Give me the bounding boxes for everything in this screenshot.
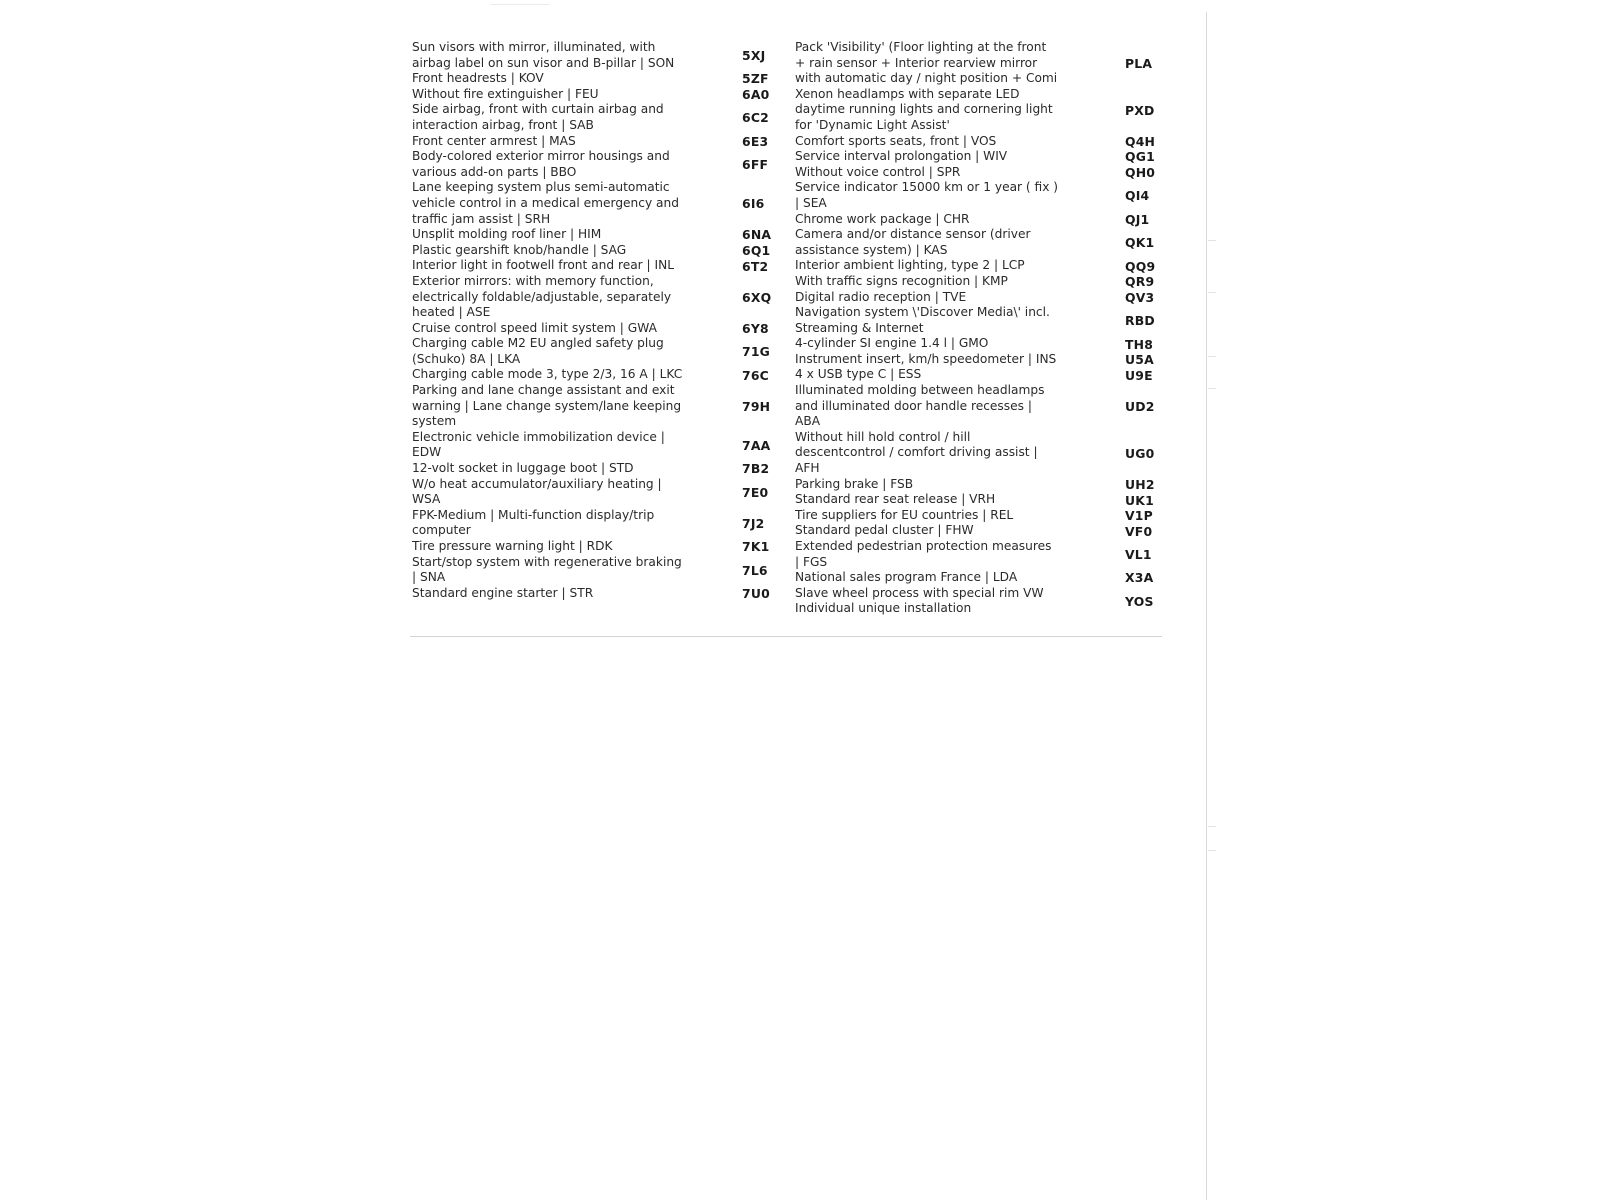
option-description: Camera and/or distance sensor (driver assistance system) | KAS [795,227,1031,257]
option-description: Without hill hold control / hill descentcontrol / comfort driving assist | AFH [795,429,1038,476]
option-code: 79H [742,398,771,414]
option-code: 7L6 [742,562,768,578]
option-row [795,40,1165,87]
option-row [412,321,782,337]
option-code: U9E [1125,367,1153,383]
option-description: Start/stop system with regenerative braking | SNA [412,554,682,585]
option-row [795,352,1165,368]
option-code: 71G [742,344,771,360]
option-row [795,212,1165,228]
option-row [412,555,782,586]
option-code: 7K1 [742,539,770,555]
option-description: Pack 'Visibility' (Floor lighting at the front + rain sensor + Interior rearview mirror with automatic day / night position + Comi [795,40,1058,86]
option-description: Standard engine starter | STR [412,585,594,600]
option-row [795,539,1165,570]
option-description: Parking and lane change assistant and exit warning | Lane change system/lane keeping system [412,383,682,429]
option-row [795,570,1165,586]
option-code: 7AA [742,437,771,453]
option-description: Front center armrest | MAS [412,133,576,148]
option-code: 6FF [742,157,769,173]
option-code: 7J2 [742,515,765,531]
option-description: Body-colored exterior mirror housings and various add-on parts | BBO [412,149,670,179]
option-description: Lane keeping system plus semi-automatic vehicle control in a medical emergency and traffic jam assist | SRH [412,180,679,226]
option-description: Interior ambient lighting, type 2 | LCP [795,258,1025,273]
option-row [412,383,782,430]
option-description: Without fire extinguisher | FEU [412,86,599,101]
option-code: PLA [1125,55,1153,71]
option-row [795,523,1165,539]
option-row [795,430,1165,477]
option-row [412,40,782,71]
option-row [412,430,782,461]
option-code: QQ9 [1125,258,1156,274]
option-description: Standard pedal cluster | FHW [795,523,974,538]
option-code: U5A [1125,352,1154,368]
option-code: YOS [1125,593,1154,609]
option-row [795,149,1165,165]
option-description: Charging cable M2 EU angled safety plug (Schuko) 8A | LKA [412,336,664,366]
option-code: 5ZF [742,71,769,87]
option-row [412,508,782,539]
top-scan-mark [490,4,550,5]
option-code: 76C [742,367,769,383]
options-list-left [412,40,782,601]
option-row [795,165,1165,181]
option-description: Side airbag, front with curtain airbag and interaction airbag, front | SAB [412,102,664,132]
option-code: Q4H [1125,133,1156,149]
option-description: Unsplit molding roof liner | HIM [412,227,602,242]
option-row [412,274,782,321]
option-code: 6T2 [742,258,769,274]
option-description: Chrome work package | CHR [795,211,970,226]
option-code: PXD [1125,102,1155,118]
option-description: Interior light in footwell front and rear | INL [412,258,675,273]
page-edge-line [1206,12,1207,1200]
option-code: VL1 [1125,547,1152,563]
option-row [412,227,782,243]
option-row [795,87,1165,134]
option-description: National sales program France | LDA [795,570,1018,585]
option-code: 5XJ [742,48,766,64]
option-description: W/o heat accumulator/auxiliary heating | WSA [412,476,662,507]
option-row [412,258,782,274]
option-description: Sun visors with mirror, illuminated, with airbag label on sun visor and B-pillar | SON [412,40,675,70]
option-code: UH2 [1125,476,1155,492]
option-row [795,258,1165,274]
option-code: 6Q1 [742,243,771,259]
option-row [795,492,1165,508]
option-code: 7U0 [742,586,770,602]
option-row [795,290,1165,306]
option-code: 6C2 [742,110,769,126]
option-code: 6XQ [742,289,772,305]
option-row [795,367,1165,383]
option-row [412,71,782,87]
option-row [412,539,782,555]
option-description: Tire pressure warning light | RDK [412,539,613,553]
option-description: Service interval prolongation | WIV [795,149,1008,164]
option-code: QI4 [1125,188,1150,204]
option-row [412,180,782,227]
option-description: 4-cylinder SI engine 1.4 l | GMO [795,336,989,351]
option-code: UD2 [1125,398,1155,414]
option-row [795,274,1165,290]
option-description: Charging cable mode 3, type 2/3, 16 A | LKC [412,367,683,382]
option-description: Illuminated molding between headlamps and illuminated door handle recesses | ABA [795,383,1045,429]
option-row [412,461,782,477]
option-description: Digital radio reception | TVE [795,289,967,304]
option-code: QJ1 [1125,211,1150,227]
option-code: VF0 [1125,523,1153,539]
option-code: 6A0 [742,87,770,103]
option-description: Plastic gearshift knob/handle | SAG [412,242,627,257]
option-description: Without voice control | SPR [795,164,961,179]
option-row [795,134,1165,150]
option-code: QR9 [1125,274,1155,290]
option-description: Xenon headlamps with separate LED daytime running lights and cornering light for 'Dynamic Light Assist' [795,86,1053,132]
option-description: Standard rear seat release | VRH [795,492,996,507]
option-row [795,586,1165,617]
option-description: With traffic signs recognition | KMP [795,273,1008,288]
option-description: Parking brake | FSB [795,476,914,491]
option-row [412,149,782,180]
option-code: UG0 [1125,445,1155,461]
option-row [795,477,1165,493]
option-code: RBD [1125,313,1155,329]
option-description: Comfort sports seats, front | VOS [795,133,997,148]
option-row [795,383,1165,430]
option-code: QG1 [1125,149,1155,165]
option-description: Slave wheel process with special rim VW Individual unique installation [795,585,1044,616]
option-description: Extended pedestrian protection measures | FGS [795,539,1052,569]
option-code: 7B2 [742,461,770,477]
option-row [412,367,782,383]
option-description: Exterior mirrors: with memory function, electrically foldable/adjustable, separately heated | ASE [412,273,672,320]
option-code: 7E0 [742,484,769,500]
option-description: FPK-Medium | Multi-function display/trip computer [412,507,655,538]
option-row [412,87,782,103]
option-description: Service indicator 15000 km or 1 year ( fix ) | SEA [795,180,1059,210]
option-description: 12-volt socket in luggage boot | STD [412,461,634,476]
option-row [412,336,782,367]
option-description: Tire suppliers for EU countries | REL [795,507,1014,522]
option-code: 6I6 [742,196,765,212]
option-description: Front headrests | KOV [412,71,544,86]
option-code: 6Y8 [742,320,769,336]
option-code: X3A [1125,570,1154,586]
option-row [412,477,782,508]
option-description: Navigation system \'Discover Media\' incl. Streaming & Internet [795,305,1050,335]
option-description: Instrument insert, km/h speedometer | INS [795,351,1057,366]
option-code: 6NA [742,227,772,243]
option-code: V1P [1125,508,1153,524]
option-code: QV3 [1125,289,1155,305]
option-row [795,336,1165,352]
option-row [412,586,782,602]
option-code: 6E3 [742,133,769,149]
option-row [412,102,782,133]
option-row [795,227,1165,258]
option-code: QK1 [1125,235,1155,251]
option-description: Cruise control speed limit system | GWA [412,320,657,335]
option-description: Electronic vehicle immobilization device | EDW [412,429,665,460]
option-row [795,508,1165,524]
bottom-divider [410,636,1162,637]
option-code: UK1 [1125,492,1154,508]
options-list-right [795,40,1165,617]
option-description: 4 x USB type C | ESS [795,367,922,382]
option-code: QH0 [1125,165,1156,181]
option-code: TH8 [1125,336,1154,352]
option-row [795,180,1165,211]
option-row [795,305,1165,336]
option-row [412,134,782,150]
option-row [412,243,782,259]
